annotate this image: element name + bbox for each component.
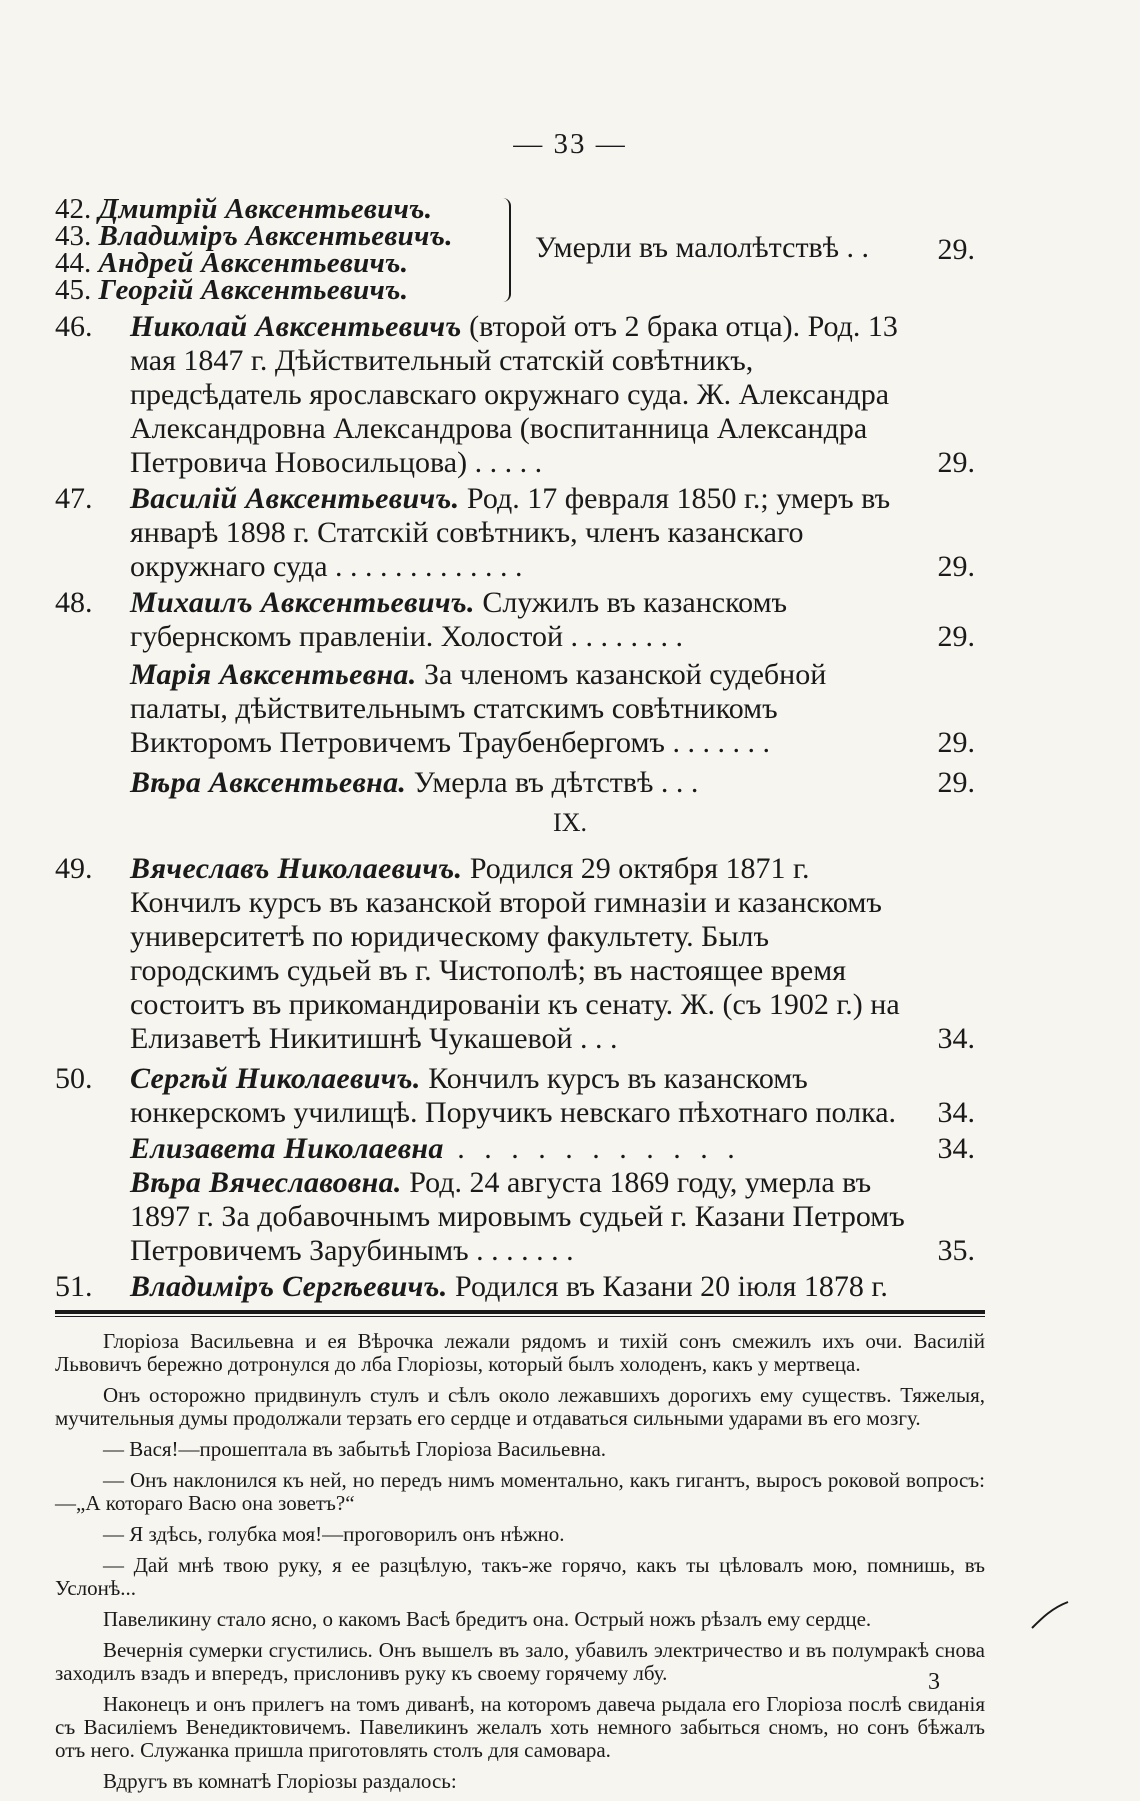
person-name: Василій Авксентьевичъ. [130,482,460,515]
entry-number: 47. [55,482,93,515]
page-reference: 35. [937,1234,975,1267]
person-name: Андрей Авксентьевичъ. [98,247,409,279]
person-name: Сергѣй Николаевичъ. [130,1062,421,1095]
entry-number: 50. [55,1062,93,1095]
entry-text: Род. 17 февраля 1850 г.; умеръ въ январѣ 1898 г. Статскій совѣтникъ, членъ казанскаго окружнаго суда . . . . . . . . . . . . . [130,482,891,583]
section-heading: IX. [553,808,587,837]
genealogy-entry [55,1062,975,1130]
page-reference: 29. [937,620,975,653]
person-name: Николай Авксентьевичъ [130,310,462,343]
story-paragraph: Глоріоза Васильевна и ея Вѣрочка лежали рядомъ и тихій сонъ смежилъ ихъ очи. Василій Львовичъ бережно дотронулся до лба Глоріозы, который былъ холоденъ, какъ у мертвеца. [55,1329,985,1376]
person-name: Марія Авксентьевна. [130,658,417,691]
person-name: Елизавета Николаевна [130,1132,444,1165]
page-reference: 34. [937,1132,975,1165]
story-paragraph: Онъ осторожно придвинулъ стулъ и сѣлъ около лежавшихъ дорогихъ ему существъ. Тяжелыя, мучительныя думы продолжали терзать его сердце и отдаваться сильными ударами въ его мозгу. [55,1383,985,1430]
story-paragraph: — Я здѣсь, голубка моя!—проговорилъ онъ нѣжно. [103,1522,565,1546]
genealogy-entry [55,586,975,654]
divider-rule-thin [55,1316,985,1317]
page-reference: 34. [937,1096,975,1129]
person-name: Владиміръ Авксентьевичъ. [98,220,453,252]
person-name: Вѣра Авксентьевна. [130,766,407,799]
person-name: Михаилъ Авксентьевичъ. [130,586,475,619]
group-note: Умерли въ малолѣтствѣ . . [535,231,870,264]
entry-text: Родился въ Казани 20 іюля 1878 г. [447,1270,888,1303]
story-paragraph: Вдругъ въ комнатѣ Глоріозы раздалось: [103,1769,457,1793]
entry-text: Умерла въ дѣтствѣ . . . [406,766,699,799]
entry-text: Служилъ въ казанскомъ губернскомъ правленіи. Холостой . . . . . . . . [130,586,788,653]
story-text [55,1330,985,1801]
entry-text: . . . . . . . . . . . [443,1132,741,1165]
entry-number: 43. [55,220,92,252]
genealogy-entry [130,766,975,800]
genealogy-entry [130,658,975,760]
page-number: — 33 — [513,128,627,160]
page-reference: 29. [937,233,975,266]
pen-mark-icon [1030,1600,1070,1630]
entry-text: Род. 24 августа 1869 году, умерла въ 1897 г. За добавочнымъ мировымъ судьей г. Казани Петромъ Петровичемъ Зарубинымъ . . . . . . . [130,1166,905,1267]
genealogy-entry [55,482,975,584]
genealogy-entry [130,1166,975,1268]
entry-number: 49. [55,852,93,885]
entry-number: 46. [55,310,93,343]
person-name: Вячеславъ Николаевичъ. [130,852,463,885]
entry-number: 51. [55,1270,93,1303]
story-paragraph: — Вася!—прошептала въ забытьѣ Глоріоза Васильевна. [103,1437,607,1461]
deceased-children-group [55,193,975,306]
story-paragraph: Наконецъ и онъ прилегъ на томъ диванѣ, на которомъ давеча рыдала его Глоріоза послѣ свиданія съ Василіемъ Венедиктовичемъ. Павеликинъ желалъ хоть немного забыться сномъ, но сонъ бѣжалъ отъ него. Служанка пришла приготовлять столъ для самовара. [55,1692,985,1762]
person-name: Дмитрій Авксентьевичъ. [98,193,433,225]
person-name: Вѣра Вячеславовна. [130,1166,402,1199]
person-name: Георгій Авксентьевичъ. [98,274,409,306]
genealogy-entry [130,1132,975,1166]
entry-number: 42. [55,193,92,225]
entry-number: 48. [55,586,93,619]
genealogy-entry [55,310,975,480]
entry-text: Кончилъ курсъ въ казанскомъ юнкерскомъ училищѣ. Поручикъ невскаго пѣхотнаго полка. [130,1062,897,1129]
sheet-number: 3 [928,1669,940,1695]
entry-number: 45. [55,274,92,306]
page-reference: 29. [937,766,975,799]
page-reference: 29. [937,726,975,759]
group-row [55,193,975,225]
story-paragraph: Павеликину стало ясно, о какомъ Васѣ бредитъ она. Острый ножъ рѣзалъ ему сердце. [103,1607,872,1631]
group-row [55,274,975,306]
page-reference: 34. [937,1022,975,1055]
divider-rule [55,1310,985,1314]
page-reference: 29. [937,446,975,479]
story-paragraph: — Дай мнѣ твою руку, я ее разцѣлую, такъ-же горячо, какъ ты цѣловалъ мою, помнишь, въ Услонѣ... [55,1553,985,1600]
entry-text: За членомъ казанской судебной палаты, дѣйствительнымъ статскимъ совѣтникомъ Викторомъ Петровичемъ Траубенбергомъ . . . . . . . [130,658,827,759]
story-paragraph: — Онъ наклонился къ ней, но передъ нимъ моментально, какъ гигантъ, выросъ роковой вопросъ:—„А котораго Васю она зоветъ?“ [55,1468,985,1515]
brace-divider [495,198,511,302]
genealogy-entry [55,852,975,1056]
entry-text: (второй отъ 2 брака отца). Род. 13 мая 1847 г. Дѣйствительный статскій совѣтникъ, предсѣдатель ярославскаго окружнаго суда. Ж. Александра Александровна Александрова (воспитанница Александра Петровича Новосильцова) . . . . . [130,310,898,479]
entry-text: Родился 29 октября 1871 г. Кончилъ курсъ въ казанской второй гимназіи и казанскомъ университетѣ по юридическому факультету. Былъ городскимъ судьей въ г. Чистополѣ; въ настоящее время состоитъ въ прикомандированіи къ сенату. Ж. (съ 1902 г.) на Елизаветѣ Никитишнѣ Чукашевой . . . [130,852,900,1055]
story-paragraph: Вечернія сумерки сгустились. Онъ вышелъ въ зало, убавилъ электричество и въ полумракѣ снова заходилъ взадъ и впередъ, прислонивъ руку къ своему горячему лбу. [55,1638,985,1685]
person-name: Владиміръ Сергѣевичъ. [130,1270,448,1303]
page-reference: 29. [937,550,975,583]
entry-number: 44. [55,247,92,279]
genealogy-entry [55,1270,975,1304]
